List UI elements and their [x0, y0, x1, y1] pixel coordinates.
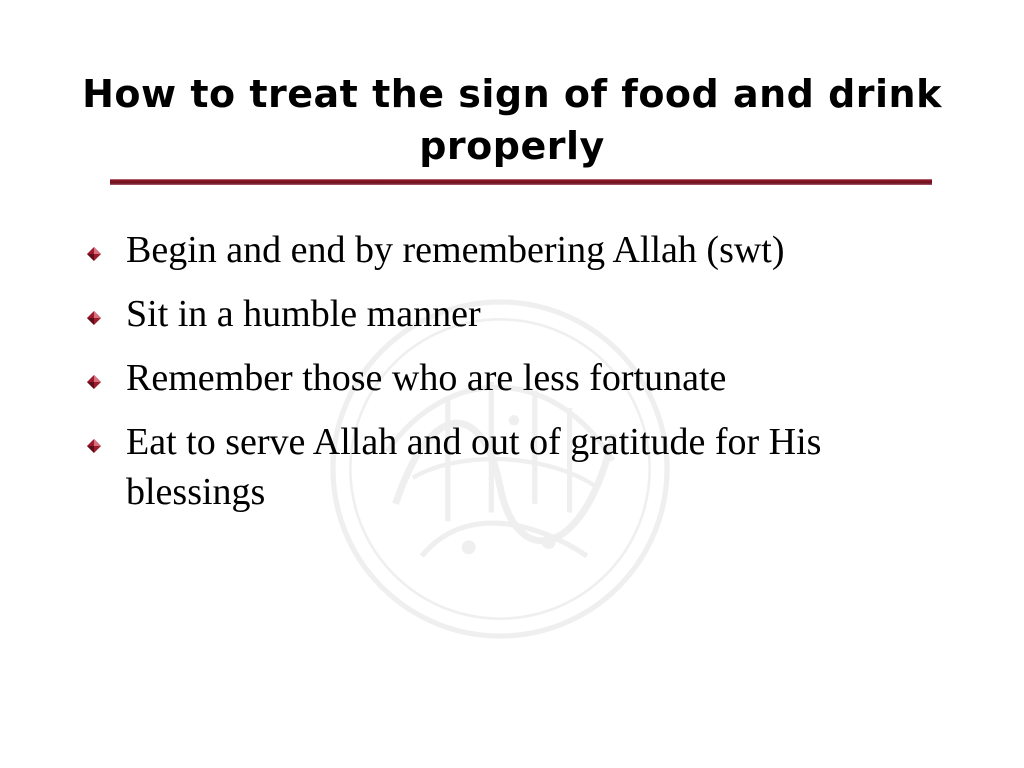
- list-item: [80, 353, 950, 403]
- diamond-bullet-icon: [87, 311, 101, 325]
- bullet-text: Remember those who are less fortunate: [126, 357, 727, 399]
- list-item: [80, 289, 950, 339]
- list-item: [80, 225, 950, 275]
- slide-title: How to treat the sign of food and drink properly: [82, 72, 942, 168]
- diamond-bullet-icon: [87, 247, 101, 261]
- diamond-bullet-icon: [87, 439, 101, 453]
- bullet-text: Sit in a humble manner: [126, 293, 481, 335]
- title-underline-divider: [110, 179, 932, 185]
- bullet-text: Begin and end by remembering Allah (swt): [126, 229, 785, 271]
- bullet-list: [80, 225, 950, 531]
- diamond-bullet-icon: [87, 375, 101, 389]
- bullet-text: Eat to serve Allah and out of gratitude for His blessings: [126, 421, 822, 513]
- list-item: [80, 417, 950, 517]
